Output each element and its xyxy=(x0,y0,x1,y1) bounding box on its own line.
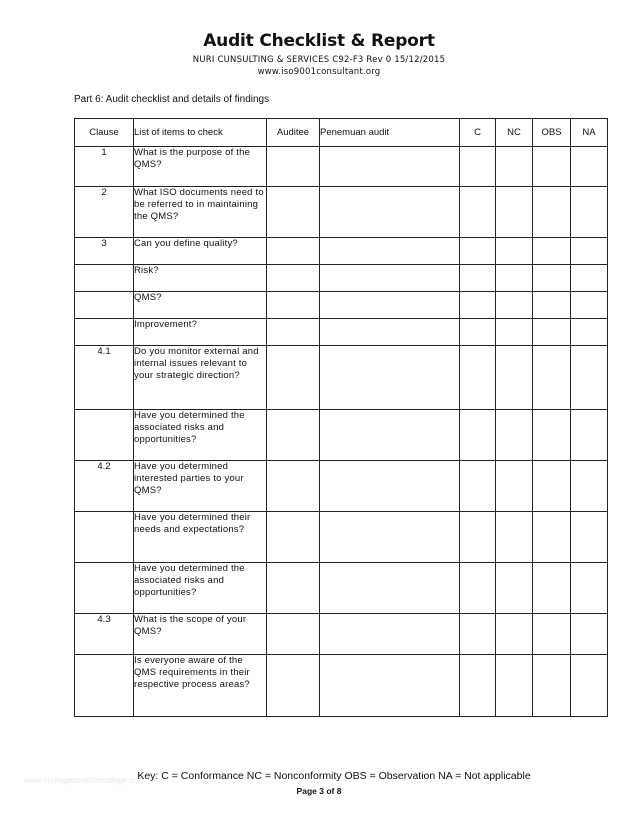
page-number: Page 3 of 8 xyxy=(296,786,342,796)
c-cell[interactable] xyxy=(460,346,496,410)
website-line: www.iso9001consultant.org xyxy=(257,67,381,77)
finding-cell[interactable] xyxy=(320,187,460,238)
na-cell[interactable] xyxy=(571,410,608,461)
table-row xyxy=(75,238,608,265)
header-clause: Clause xyxy=(75,119,134,147)
clause-cell xyxy=(75,292,134,319)
clause-cell xyxy=(75,563,134,614)
checklist-item-cell: What is the purpose of the QMS? xyxy=(134,147,267,187)
auditee-cell[interactable] xyxy=(267,292,320,319)
auditee-cell[interactable] xyxy=(267,461,320,512)
auditee-cell[interactable] xyxy=(267,238,320,265)
obs-cell[interactable] xyxy=(533,655,571,717)
c-cell[interactable] xyxy=(460,655,496,717)
na-cell[interactable] xyxy=(571,265,608,292)
header-obs: OBS xyxy=(533,119,571,147)
header-items: List of items to check xyxy=(134,119,267,147)
auditee-cell[interactable] xyxy=(267,655,320,717)
clause-cell: 4.2 xyxy=(75,461,134,512)
table-row xyxy=(75,187,608,238)
nc-cell[interactable] xyxy=(496,461,533,512)
nc-cell[interactable] xyxy=(496,614,533,655)
table-row xyxy=(75,292,608,319)
obs-cell[interactable] xyxy=(533,614,571,655)
finding-cell[interactable] xyxy=(320,346,460,410)
c-cell[interactable] xyxy=(460,461,496,512)
na-cell[interactable] xyxy=(571,346,608,410)
obs-cell[interactable] xyxy=(533,461,571,512)
nc-cell[interactable] xyxy=(496,319,533,346)
checklist-item-cell: Is everyone aware of the QMS requirements in their respective process areas? xyxy=(134,655,267,717)
header-na: NA xyxy=(571,119,608,147)
table-row xyxy=(75,346,608,410)
nc-cell[interactable] xyxy=(496,292,533,319)
checklist-item-cell: QMS? xyxy=(134,292,267,319)
checklist-item-cell: Do you monitor external and internal issues relevant to your strategic direction? xyxy=(134,346,267,410)
auditee-cell[interactable] xyxy=(267,147,320,187)
header-c: C xyxy=(460,119,496,147)
auditee-cell[interactable] xyxy=(267,319,320,346)
clause-cell: 4.3 xyxy=(75,614,134,655)
clause-cell: 4.1 xyxy=(75,346,134,410)
clause-cell xyxy=(75,319,134,346)
finding-cell[interactable] xyxy=(320,614,460,655)
obs-cell[interactable] xyxy=(533,292,571,319)
finding-cell[interactable] xyxy=(320,655,460,717)
table-row xyxy=(75,265,608,292)
watermark: www.heritagechristiancollege.com xyxy=(24,776,145,785)
checklist-item-cell: Have you determined the associated risks and opportunities? xyxy=(134,563,267,614)
na-cell[interactable] xyxy=(571,563,608,614)
clause-cell xyxy=(75,410,134,461)
table-row xyxy=(75,614,608,655)
auditee-cell[interactable] xyxy=(267,410,320,461)
na-cell[interactable] xyxy=(571,655,608,717)
nc-cell[interactable] xyxy=(496,346,533,410)
checklist-item-cell: What is the scope of your QMS? xyxy=(134,614,267,655)
finding-cell[interactable] xyxy=(320,238,460,265)
auditee-cell[interactable] xyxy=(267,563,320,614)
checklist-item-cell: Have you determined their needs and expectations? xyxy=(134,512,267,563)
auditee-cell[interactable] xyxy=(267,346,320,410)
table-header-row xyxy=(75,119,608,147)
na-cell[interactable] xyxy=(571,147,608,187)
audit-checklist-table xyxy=(74,118,608,717)
c-cell[interactable] xyxy=(460,563,496,614)
c-cell[interactable] xyxy=(460,265,496,292)
obs-cell[interactable] xyxy=(533,265,571,292)
finding-cell[interactable] xyxy=(320,147,460,187)
obs-cell[interactable] xyxy=(533,187,571,238)
auditee-cell[interactable] xyxy=(267,187,320,238)
nc-cell[interactable] xyxy=(496,265,533,292)
checklist-item-cell: Have you determined the associated risks and opportunities? xyxy=(134,410,267,461)
c-cell[interactable] xyxy=(460,319,496,346)
finding-cell[interactable] xyxy=(320,265,460,292)
c-cell[interactable] xyxy=(460,292,496,319)
table-row xyxy=(75,563,608,614)
header-auditee: Auditee xyxy=(267,119,320,147)
table-row xyxy=(75,655,608,717)
header-penemuan: Penemuan audit xyxy=(320,119,460,147)
nc-cell[interactable] xyxy=(496,147,533,187)
table-row xyxy=(75,319,608,346)
checklist-item-cell: Risk? xyxy=(134,265,267,292)
nc-cell[interactable] xyxy=(496,512,533,563)
section-title: Part 6: Audit checklist and details of findings xyxy=(74,94,270,105)
checklist-item-cell: Can you define quality? xyxy=(134,238,267,265)
finding-cell[interactable] xyxy=(320,512,460,563)
auditee-cell[interactable] xyxy=(267,265,320,292)
checklist-item-cell: Improvement? xyxy=(134,319,267,346)
c-cell[interactable] xyxy=(460,147,496,187)
c-cell[interactable] xyxy=(460,512,496,563)
c-cell[interactable] xyxy=(460,614,496,655)
clause-cell: 2 xyxy=(75,187,134,238)
obs-cell[interactable] xyxy=(533,410,571,461)
nc-cell[interactable] xyxy=(496,655,533,717)
table-row xyxy=(75,461,608,512)
obs-cell[interactable] xyxy=(533,563,571,614)
footer-key: Key: C = Conformance NC = Nonconformity OBS = Observation NA = Not applicable xyxy=(137,770,531,782)
na-cell[interactable] xyxy=(571,461,608,512)
clause-cell: 1 xyxy=(75,147,134,187)
c-cell[interactable] xyxy=(460,187,496,238)
clause-cell: 3 xyxy=(75,238,134,265)
na-cell[interactable] xyxy=(571,292,608,319)
obs-cell[interactable] xyxy=(533,147,571,187)
na-cell[interactable] xyxy=(571,512,608,563)
table-row xyxy=(75,147,608,187)
auditee-cell[interactable] xyxy=(267,614,320,655)
finding-cell[interactable] xyxy=(320,563,460,614)
clause-cell xyxy=(75,655,134,717)
c-cell[interactable] xyxy=(460,410,496,461)
header-nc: NC xyxy=(496,119,533,147)
table-row xyxy=(75,410,608,461)
na-cell[interactable] xyxy=(571,319,608,346)
table-row xyxy=(75,512,608,563)
document-title: Audit Checklist & Report xyxy=(203,31,435,51)
checklist-item-cell: Have you determined interested parties to your QMS? xyxy=(134,461,267,512)
obs-cell[interactable] xyxy=(533,512,571,563)
c-cell[interactable] xyxy=(460,238,496,265)
nc-cell[interactable] xyxy=(496,410,533,461)
nc-cell[interactable] xyxy=(496,238,533,265)
company-line: NURI CUNSULTING & SERVICES C92-F3 Rev 0 15/12/2015 xyxy=(192,55,446,65)
finding-cell[interactable] xyxy=(320,319,460,346)
auditee-cell[interactable] xyxy=(267,512,320,563)
clause-cell xyxy=(75,265,134,292)
nc-cell[interactable] xyxy=(496,563,533,614)
finding-cell[interactable] xyxy=(320,292,460,319)
finding-cell[interactable] xyxy=(320,410,460,461)
nc-cell[interactable] xyxy=(496,187,533,238)
checklist-item-cell: What ISO documents need to be referred to in maintaining the QMS? xyxy=(134,187,267,238)
na-cell[interactable] xyxy=(571,187,608,238)
clause-cell xyxy=(75,512,134,563)
obs-cell[interactable] xyxy=(533,346,571,410)
obs-cell[interactable] xyxy=(533,319,571,346)
na-cell[interactable] xyxy=(571,614,608,655)
obs-cell[interactable] xyxy=(533,238,571,265)
na-cell[interactable] xyxy=(571,238,608,265)
finding-cell[interactable] xyxy=(320,461,460,512)
